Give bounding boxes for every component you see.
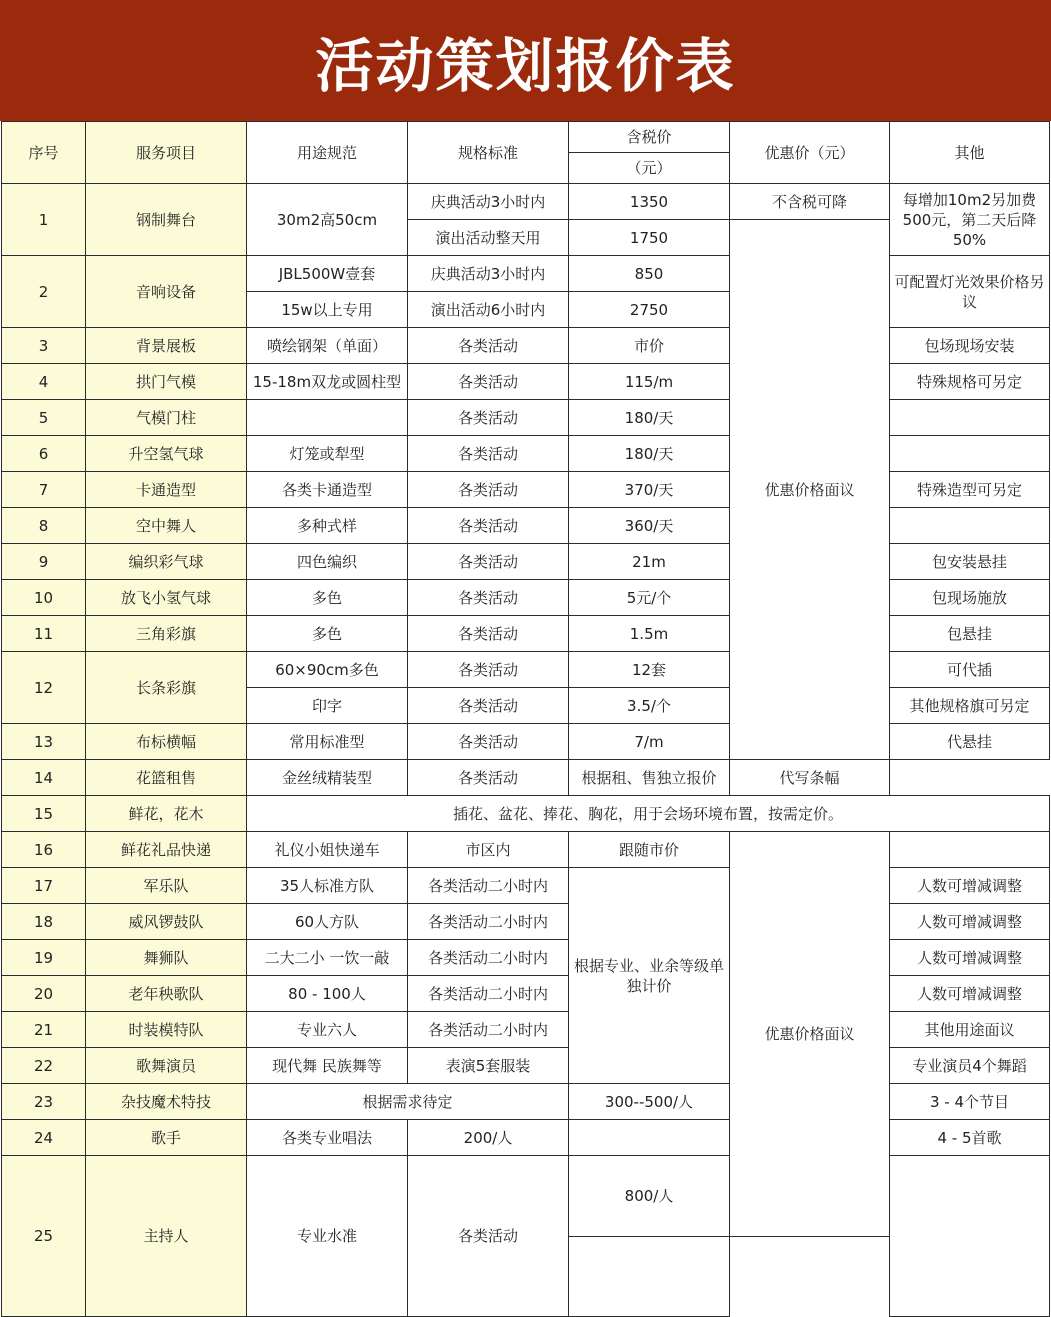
merged-price: 根据专业、业余等级单独计价 <box>569 868 730 1084</box>
table-row <box>2 616 1050 652</box>
table-row <box>2 508 1050 544</box>
row-item: 布标横幅 <box>86 724 247 760</box>
row-spec: 各类活动二小时内 <box>408 1012 569 1048</box>
table-row <box>2 904 1050 940</box>
row-spec: 各类活动 <box>408 652 569 688</box>
row-other: 4 - 5首歌 <box>890 1120 1050 1156</box>
table-row <box>2 328 1050 364</box>
header-other: 其他 <box>890 122 1050 184</box>
row-usage: 专业水准 <box>247 1156 408 1317</box>
row-usage: 灯笼或犁型 <box>247 436 408 472</box>
row-price: 800/人 <box>569 1156 730 1237</box>
row-no: 15 <box>2 796 86 832</box>
row-note: 插花、盆花、捧花、胸花，用于会场环境布置，按需定价。 <box>247 796 1050 832</box>
row-other: 人数可增减调整 <box>890 976 1050 1012</box>
table-row <box>2 184 1050 220</box>
row-usage: 根据需求待定 <box>247 1084 569 1120</box>
row-no: 5 <box>2 400 86 436</box>
row-spec: 各类活动 <box>408 1156 569 1317</box>
row-usage <box>247 400 408 436</box>
row-price: 1.5m <box>569 616 730 652</box>
row-other: 特殊规格可另定 <box>890 364 1050 400</box>
row-price: 跟随市价 <box>569 832 730 868</box>
row-other <box>890 436 1050 472</box>
table-row <box>2 544 1050 580</box>
table-row <box>2 868 1050 904</box>
row-spec: 各类活动 <box>408 688 569 724</box>
row-discount: 不含税可降 <box>730 184 890 220</box>
row-other <box>890 400 1050 436</box>
row-no: 2 <box>2 256 86 328</box>
row-other: 包场现场安装 <box>890 328 1050 364</box>
row-spec: 市区内 <box>408 832 569 868</box>
row-usage: 各类专业唱法 <box>247 1120 408 1156</box>
row-other: 3 - 4个节目 <box>890 1084 1050 1120</box>
table-row <box>2 724 1050 760</box>
row-usage: 多色 <box>247 580 408 616</box>
row-other: 专业演员4个舞蹈 <box>890 1048 1050 1084</box>
row-spec: 各类活动二小时内 <box>408 976 569 1012</box>
row-usage: 15w以上专用 <box>247 292 408 328</box>
row-no: 10 <box>2 580 86 616</box>
row-usage: 礼仪小姐快递车 <box>247 832 408 868</box>
row-price: 市价 <box>569 328 730 364</box>
row-spec: 200/人 <box>408 1120 569 1156</box>
row-no: 25 <box>2 1156 86 1317</box>
row-usage: 15-18m双龙或圆柱型 <box>247 364 408 400</box>
row-spec: 各类活动 <box>408 436 569 472</box>
row-price: 7/m <box>569 724 730 760</box>
row-item: 杂技魔术特技 <box>86 1084 247 1120</box>
row-usage: 30m2高50cm <box>247 184 408 256</box>
table-row <box>2 1084 1050 1120</box>
row-no: 23 <box>2 1084 86 1120</box>
row-item: 鲜花礼品快递 <box>86 832 247 868</box>
row-item: 长条彩旗 <box>86 652 247 724</box>
row-usage: 专业六人 <box>247 1012 408 1048</box>
header-no: 序号 <box>2 122 86 184</box>
row-other: 其他用途面议 <box>890 1012 1050 1048</box>
row-discount <box>890 1156 1050 1317</box>
row-no: 6 <box>2 436 86 472</box>
row-usage: 35人标准方队 <box>247 868 408 904</box>
row-spec: 演出活动整天用 <box>408 220 569 256</box>
row-usage: 80 - 100人 <box>247 976 408 1012</box>
table-row <box>2 256 1050 292</box>
row-usage: 60×90cm多色 <box>247 652 408 688</box>
row-no: 18 <box>2 904 86 940</box>
row-price: 21m <box>569 544 730 580</box>
row-usage: 印字 <box>247 688 408 724</box>
header-usage: 用途规范 <box>247 122 408 184</box>
row-no: 24 <box>2 1120 86 1156</box>
table-row <box>2 1120 1050 1156</box>
row-usage: JBL500W壹套 <box>247 256 408 292</box>
row-other: 人数可增减调整 <box>890 940 1050 976</box>
row-item: 舞狮队 <box>86 940 247 976</box>
row-item: 拱门气模 <box>86 364 247 400</box>
row-spec: 各类活动 <box>408 508 569 544</box>
row-item: 军乐队 <box>86 868 247 904</box>
row-no: 4 <box>2 364 86 400</box>
table-row <box>2 1048 1050 1084</box>
row-usage: 喷绘钢架（单面） <box>247 328 408 364</box>
row-other: 人数可增减调整 <box>890 868 1050 904</box>
merged-discount: 优惠价格面议 <box>730 220 890 760</box>
row-no: 14 <box>2 760 86 796</box>
row-price: 1350 <box>569 184 730 220</box>
row-other: 可配置灯光效果价格另议 <box>890 256 1050 328</box>
row-item: 三角彩旗 <box>86 616 247 652</box>
row-price <box>569 1236 730 1317</box>
row-spec: 各类活动 <box>408 328 569 364</box>
row-item: 歌手 <box>86 1120 247 1156</box>
row-other: 包安装悬挂 <box>890 544 1050 580</box>
row-usage: 金丝绒精装型 <box>247 760 408 796</box>
row-price: 2750 <box>569 292 730 328</box>
table-row <box>2 760 1050 796</box>
row-spec: 表演5套服装 <box>408 1048 569 1084</box>
header-discount: 优惠价（元） <box>730 122 890 184</box>
row-usage: 四色编织 <box>247 544 408 580</box>
row-price: 180/天 <box>569 400 730 436</box>
table-row <box>2 580 1050 616</box>
table-row <box>2 472 1050 508</box>
page-title: 活动策划报价表 <box>315 31 736 100</box>
row-usage: 多色 <box>247 616 408 652</box>
row-usage: 多种式样 <box>247 508 408 544</box>
row-item: 卡通造型 <box>86 472 247 508</box>
row-spec: 各类活动二小时内 <box>408 868 569 904</box>
header-price-unit: （元） <box>569 153 730 184</box>
row-usage: 常用标准型 <box>247 724 408 760</box>
row-item: 威风锣鼓队 <box>86 904 247 940</box>
row-item: 背景展板 <box>86 328 247 364</box>
table-row <box>2 1156 1050 1237</box>
row-spec: 各类活动二小时内 <box>408 904 569 940</box>
quote-table <box>1 121 1050 1317</box>
row-no: 13 <box>2 724 86 760</box>
table-row <box>2 652 1050 688</box>
row-price: 360/天 <box>569 508 730 544</box>
row-other: 代悬挂 <box>890 724 1050 760</box>
row-spec: 各类活动二小时内 <box>408 940 569 976</box>
row-usage: 60人方队 <box>247 904 408 940</box>
row-price: 180/天 <box>569 436 730 472</box>
row-other: 每增加10m2另加费500元，第二天后降50% <box>890 184 1050 256</box>
row-item: 升空氢气球 <box>86 436 247 472</box>
row-spec: 各类活动 <box>408 472 569 508</box>
row-no: 16 <box>2 832 86 868</box>
row-no: 17 <box>2 868 86 904</box>
row-other: 代写条幅 <box>730 760 890 796</box>
header-item: 服务项目 <box>86 122 247 184</box>
row-price: 370/天 <box>569 472 730 508</box>
row-other: 特殊造型可另定 <box>890 472 1050 508</box>
row-price: 115/m <box>569 364 730 400</box>
table-row <box>2 796 1050 832</box>
row-no: 8 <box>2 508 86 544</box>
merged-discount: 优惠价格面议 <box>730 832 890 1237</box>
row-no: 11 <box>2 616 86 652</box>
table-row <box>2 400 1050 436</box>
row-item: 编织彩气球 <box>86 544 247 580</box>
row-item: 主持人 <box>86 1156 247 1317</box>
row-other: 人数可增减调整 <box>890 904 1050 940</box>
row-other: 其他规格旗可另定 <box>890 688 1050 724</box>
row-no: 3 <box>2 328 86 364</box>
row-no: 1 <box>2 184 86 256</box>
table-row <box>2 832 1050 868</box>
row-no: 7 <box>2 472 86 508</box>
row-price: 3.5/个 <box>569 688 730 724</box>
row-price: 5元/个 <box>569 580 730 616</box>
table-row <box>2 940 1050 976</box>
row-spec: 各类活动 <box>408 760 569 796</box>
table-row <box>2 364 1050 400</box>
row-no: 19 <box>2 940 86 976</box>
row-spec: 庆典活动3小时内 <box>408 256 569 292</box>
row-spec: 各类活动 <box>408 400 569 436</box>
row-no: 22 <box>2 1048 86 1084</box>
row-spec: 各类活动 <box>408 580 569 616</box>
row-item: 时装模特队 <box>86 1012 247 1048</box>
row-spec: 演出活动6小时内 <box>408 292 569 328</box>
row-other <box>890 508 1050 544</box>
row-no: 12 <box>2 652 86 724</box>
row-item: 钢制舞台 <box>86 184 247 256</box>
row-item: 放飞小氢气球 <box>86 580 247 616</box>
row-no: 9 <box>2 544 86 580</box>
row-item: 花篮租售 <box>86 760 247 796</box>
table-row <box>2 436 1050 472</box>
row-price: 1750 <box>569 220 730 256</box>
row-other: 包现场施放 <box>890 580 1050 616</box>
title-bar <box>0 0 1051 121</box>
row-usage: 二大二小 一饮一敲 <box>247 940 408 976</box>
header-spec: 规格标准 <box>408 122 569 184</box>
row-no: 21 <box>2 1012 86 1048</box>
row-spec: 各类活动 <box>408 544 569 580</box>
row-price: 12套 <box>569 652 730 688</box>
row-price: 根据租、售独立报价 <box>569 760 730 796</box>
table-row <box>2 1012 1050 1048</box>
row-price <box>569 1120 730 1156</box>
row-item: 空中舞人 <box>86 508 247 544</box>
header-price: 含税价 <box>569 122 730 153</box>
row-usage: 各类卡通造型 <box>247 472 408 508</box>
row-spec: 各类活动 <box>408 616 569 652</box>
row-no: 20 <box>2 976 86 1012</box>
row-spec: 各类活动 <box>408 364 569 400</box>
row-item: 音响设备 <box>86 256 247 328</box>
row-spec: 各类活动 <box>408 724 569 760</box>
row-other <box>890 832 1050 868</box>
row-item: 歌舞演员 <box>86 1048 247 1084</box>
row-usage: 现代舞 民族舞等 <box>247 1048 408 1084</box>
row-other: 可代插 <box>890 652 1050 688</box>
row-item: 鲜花，花木 <box>86 796 247 832</box>
table-row <box>2 976 1050 1012</box>
row-spec: 庆典活动3小时内 <box>408 184 569 220</box>
row-item: 老年秧歌队 <box>86 976 247 1012</box>
row-price: 850 <box>569 256 730 292</box>
row-price: 300--500/人 <box>569 1084 730 1120</box>
row-other: 包悬挂 <box>890 616 1050 652</box>
row-item: 气模门柱 <box>86 400 247 436</box>
